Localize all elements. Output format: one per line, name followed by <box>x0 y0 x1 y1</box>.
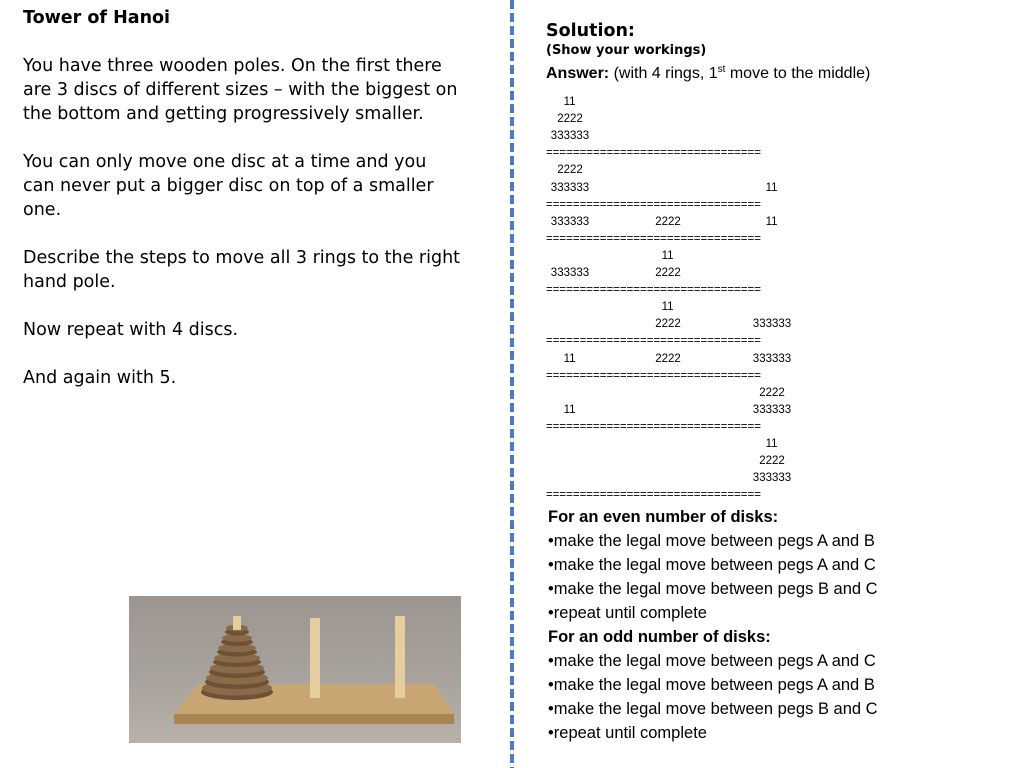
workings-separator: ================================ <box>546 369 761 382</box>
peg-right-disc-text: 11 <box>765 181 778 194</box>
answer-text-2: move to the middle) <box>725 65 871 82</box>
even-rule-1: •make the legal move between pegs A and B <box>548 532 875 550</box>
problem-paragraph-4: Now repeat with 4 discs. <box>23 320 239 340</box>
answer-superscript: st <box>717 64 726 75</box>
problem-paragraph-3: Describe the steps to move all 3 rings to the right hand pole. <box>23 248 461 292</box>
even-rules-heading: For an even number of disks: <box>548 508 779 526</box>
even-rule-2: •make the legal move between pegs A and C <box>548 556 876 574</box>
peg-right-disc-text: 2222 <box>759 386 785 399</box>
right-pole <box>395 616 405 698</box>
solution-panel <box>546 20 1016 84</box>
peg-right-disc-text: 333333 <box>752 403 792 416</box>
peg-right-disc-text: 11 <box>765 215 778 228</box>
peg-middle-disc-text: 11 <box>661 249 674 262</box>
peg-right-disc-text: 333333 <box>752 352 792 365</box>
odd-rule-1: •make the legal move between pegs A and C <box>548 652 876 670</box>
problem-panel <box>23 6 463 390</box>
odd-rule-2: •make the legal move between pegs A and B <box>548 676 875 694</box>
peg-right-disc-text: 2222 <box>759 455 785 468</box>
peg-left-disc-text: 2222 <box>557 113 583 126</box>
peg-middle-disc-text: 11 <box>661 301 674 314</box>
peg-left-disc-text: 11 <box>563 352 576 365</box>
even-rule-3: •make the legal move between pegs B and C <box>548 580 878 598</box>
problem-paragraph-1: You have three wooden poles. On the first there are 3 discs of different sizes – with the biggest on the bottom and getting progressively smaller. <box>23 56 458 124</box>
workings-separator: ================================ <box>546 489 761 502</box>
problem-title: Tower of Hanoi <box>23 8 171 28</box>
peg-left-disc-text: 333333 <box>550 215 590 228</box>
peg-right-disc-text: 11 <box>765 438 778 450</box>
tower-of-hanoi-illustration <box>129 596 461 743</box>
middle-pole <box>310 618 320 698</box>
peg-left-disc-text: 333333 <box>550 181 590 194</box>
odd-rule-3: •make the legal move between pegs B and C <box>548 700 878 718</box>
peg-left-disc-text: 2222 <box>557 164 583 177</box>
peg-left-disc-text: 11 <box>563 403 576 416</box>
workings-separator: ================================ <box>546 284 761 297</box>
peg-middle-disc-text: 2222 <box>655 318 681 331</box>
workings-separator: ================================ <box>546 232 761 245</box>
odd-rule-4: •repeat until complete <box>548 724 707 742</box>
answer-text-1: (with 4 rings, 1 <box>609 65 718 82</box>
rules-panel <box>548 505 1018 745</box>
peg-middle-disc-text: 2222 <box>655 352 681 365</box>
peg-left-disc-text: 333333 <box>550 130 590 143</box>
peg-middle-disc-text: 2222 <box>655 267 681 279</box>
base-board-front <box>174 714 454 724</box>
solution-subtitle: (Show your workings) <box>546 43 707 58</box>
peg-right-disc-text: 333333 <box>752 472 792 485</box>
column-divider <box>510 0 514 768</box>
disc-stack <box>201 616 273 700</box>
workings-area <box>546 95 806 500</box>
peg-left-disc-text: 333333 <box>550 267 590 279</box>
tower-of-hanoi-photo <box>129 596 461 743</box>
workings-separator: ================================ <box>546 335 761 348</box>
peg-middle-disc-text: 2222 <box>655 215 681 228</box>
peg-left-disc-text: 11 <box>563 96 576 108</box>
answer-label: Answer: <box>546 65 610 82</box>
answer-line <box>546 64 1016 84</box>
solution-title: Solution: <box>546 21 635 41</box>
workings-separator: ================================ <box>546 420 761 433</box>
problem-paragraph-5: And again with 5. <box>23 368 177 388</box>
even-rule-4: •repeat until complete <box>548 604 707 622</box>
workings-separator: ================================ <box>546 198 761 211</box>
problem-paragraph-2: You can only move one disc at a time and you can never put a bigger disc on top of a smaller one. <box>23 152 434 220</box>
peg-right-disc-text: 333333 <box>752 318 792 331</box>
odd-rules-heading: For an odd number of disks: <box>548 628 771 646</box>
workings-separator: ================================ <box>546 147 761 160</box>
